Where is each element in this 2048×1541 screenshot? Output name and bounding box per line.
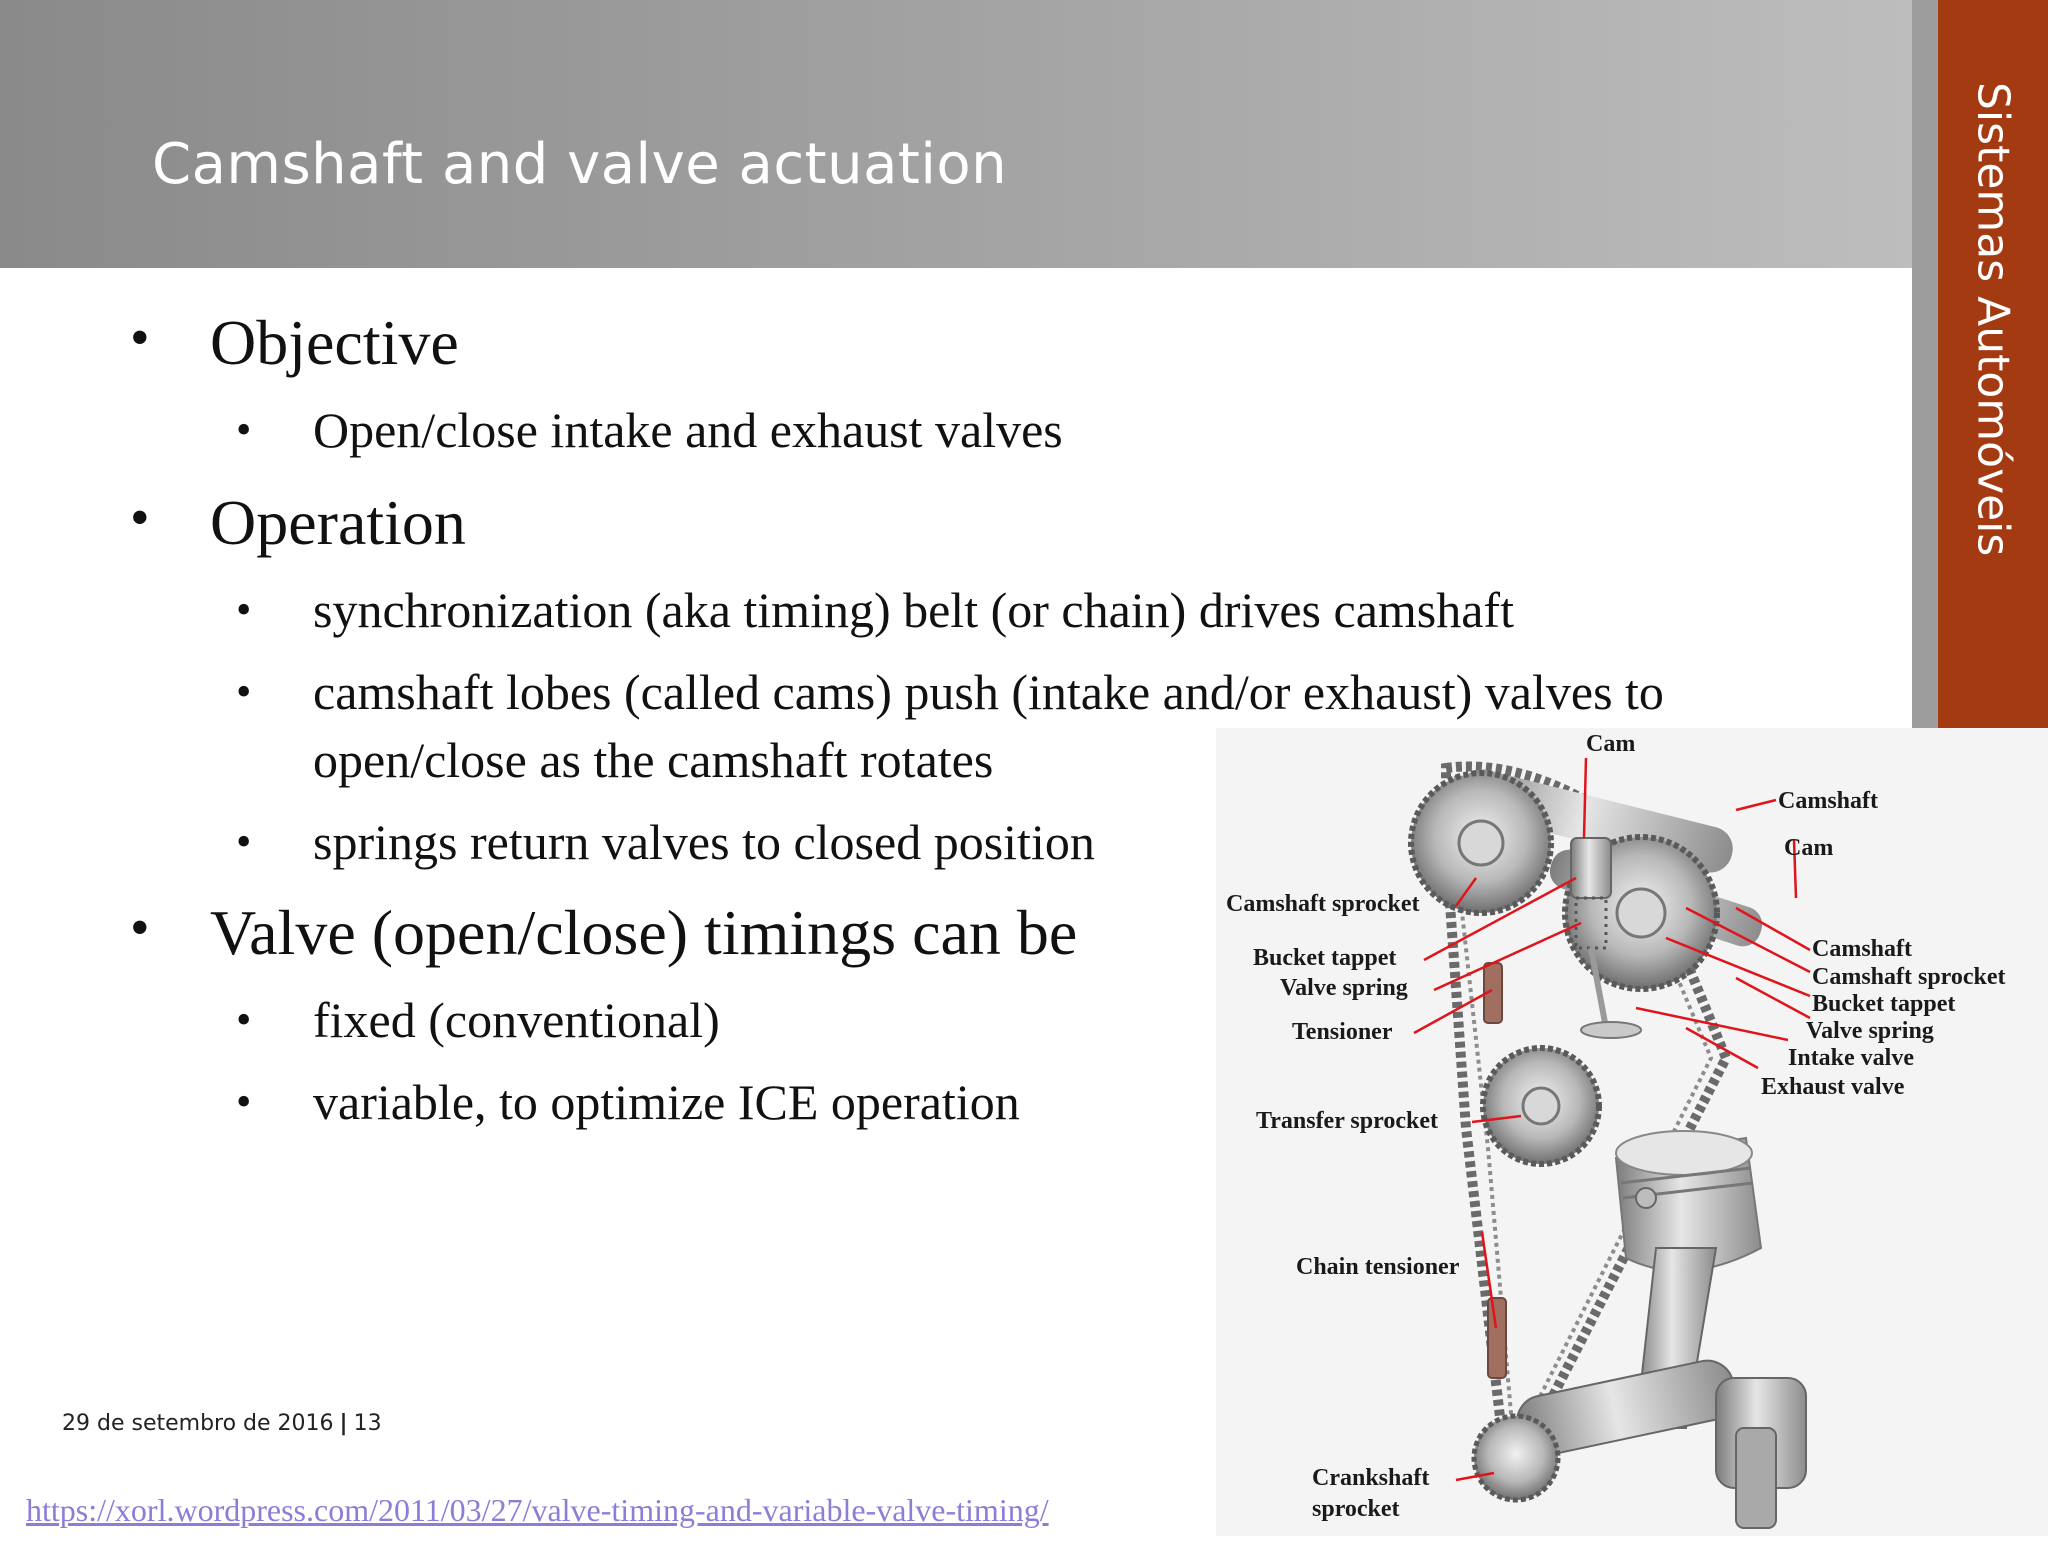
bullet-dot: • [130,307,150,369]
label-crankshaft-sprocket: sprocket [1312,1496,1400,1522]
bullet-dot: • [236,817,252,866]
label-camshaft-right: Camshaft [1812,936,1912,962]
page-number: 13 [353,1411,382,1436]
page-title: Camshaft and valve actuation [152,132,1008,197]
sub-bullet: springs return valves to closed position [313,814,1095,870]
sub-bullet: synchronization (aka timing) belt (or chain) drives camshaft [313,582,1514,638]
transfer-sprocket [1483,1048,1599,1164]
sub-bullet-continuation: open/close as the camshaft rotates [313,732,994,788]
footer-separator: | [339,1411,348,1436]
sub-bullet: variable, to optimize ICE operation [313,1074,1020,1130]
sidebar-shadow [1912,0,1938,728]
label-bucket-tappet-left: Bucket tappet [1253,945,1397,971]
label-exhaust-valve: Exhaust valve [1761,1074,1905,1100]
bullet-dot: • [236,667,252,716]
bullet-dot: • [236,995,252,1044]
label-valve-spring-left: Valve spring [1280,975,1408,1001]
sidebar-label-container [1938,0,2048,728]
bullet-objective: Objective [210,307,459,378]
label-chain-tensioner: Chain tensioner [1296,1254,1460,1280]
label-bucket-tappet-right: Bucket tappet [1812,991,1956,1017]
bullet-dot: • [236,1077,252,1126]
label-cam-top: Cam [1586,731,1636,757]
label-camshaft-top: Camshaft [1778,788,1878,814]
label-intake-valve: Intake valve [1788,1045,1914,1071]
bullet-dot: • [236,585,252,634]
label-camshaft-sprocket-right: Camshaft sprocket [1812,964,2006,990]
label-tensioner: Tensioner [1292,1019,1393,1045]
label-transfer-sprocket: Transfer sprocket [1256,1108,1438,1134]
label-valve-spring-right: Valve spring [1806,1018,1934,1044]
label-crankshaft: Crankshaft [1312,1465,1430,1491]
sidebar-label: Sistemas Automóveis [1967,81,2019,557]
bullet-operation: Operation [210,487,466,558]
bullet-dot: • [130,897,150,959]
crankshaft [1474,1356,1806,1528]
source-link[interactable]: https://xorl.wordpress.com/2011/03/27/valve-timing-and-variable-valve-timing/ [26,1492,1049,1528]
date-text: 29 de setembro de 2016 [62,1411,334,1436]
sub-bullet: Open/close intake and exhaust valves [313,402,1063,458]
sub-bullet: camshaft lobes (called cams) push (intake and/or exhaust) valves to [313,664,1664,720]
bullet-dot: • [236,405,252,454]
sub-bullet: fixed (conventional) [313,992,720,1048]
label-camshaft-sprocket-left: Camshaft sprocket [1226,891,1420,917]
footer-date [62,1411,382,1436]
engine-illustration [1216,728,2048,1536]
bullet-valve-timings: Valve (open/close) timings can be [210,897,1078,968]
label-cam-right: Cam [1784,835,1834,861]
bullet-dot: • [130,487,150,549]
valve-train-diagram [1216,728,2048,1536]
